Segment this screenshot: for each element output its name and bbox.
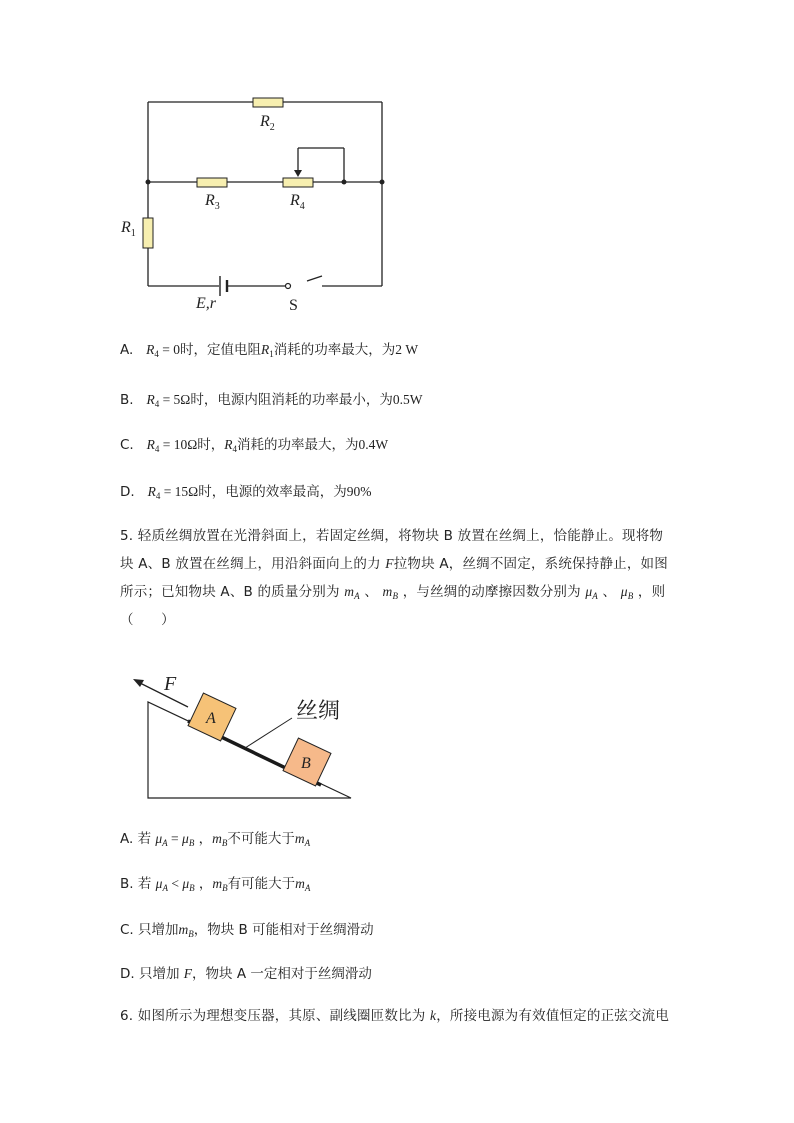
q5-option-a: A. 若 $\mu_A = \mu_B$ ，$m_B$不可能大于$m_A$ xyxy=(120,831,311,848)
q6-line-1: 6. 如图所示为理想变压器，其原、副线圈匝数比为 k，所接电源为有效值恒定的正弦交流电 xyxy=(120,1008,670,1024)
q5-option-d: D. 只增加 F，物块 A 一定相对于丝绸滑动 xyxy=(120,966,372,982)
q4-option-b: B. $R_4 = 5\Omega$时，电源内阻消耗的功率最小，为0.5W xyxy=(120,392,423,409)
force-label: F xyxy=(164,673,177,695)
label-source: E,r xyxy=(196,295,216,312)
resistor-r1 xyxy=(143,218,153,248)
q4-option-d: D. $R_4 = 15\Omega$时，电源的效率最高，为90% xyxy=(120,484,372,501)
resistor-r4 xyxy=(283,178,313,187)
silk-label: 丝绸 xyxy=(296,699,341,724)
q4-option-a: A. $R_4 = 0$时，定值电阻$R_1$消耗的功率最大，为2 W xyxy=(120,342,419,359)
svg-text:R3: $R_3$ xyxy=(205,192,220,212)
switch-contact xyxy=(286,284,291,289)
resistor-r2 xyxy=(253,98,283,107)
block-b-label: B xyxy=(301,755,311,772)
block-a-label: A xyxy=(206,710,216,727)
label-r4: R xyxy=(290,192,300,209)
q5-option-c: C. 只增加$m_B$，物块 B 可能相对于丝绸滑动 xyxy=(120,922,374,939)
svg-text:R1: $R_1$ xyxy=(121,219,136,239)
silk-leader xyxy=(245,718,292,748)
label-switch: S xyxy=(289,297,298,314)
q5-line-1: 5. 轻质丝绸放置在光滑斜面上，若固定丝绸，将物块 B 放置在丝绸上，恰能静止。现将物 xyxy=(120,528,664,544)
label-r3: R xyxy=(205,192,215,209)
q4-option-c: C. $R_4 = 10\Omega$时，$R_4$消耗的功率最大，为0.4W xyxy=(120,437,389,454)
q5-line-3: 所示；已知物块 A、B 的质量分别为 $m_A$ 、 $m_B$ ，与丝绸的动摩擦因数分别为 $\mu_A$ 、 $\mu_B$ ，则 xyxy=(120,584,666,601)
q5-option-b: B. 若 $\mu_A < \mu_B$ ，$m_B$有可能大于$m_A$ xyxy=(120,876,311,893)
circuit-diagram xyxy=(110,80,410,320)
label-r2: R xyxy=(260,113,270,130)
label-r1: R xyxy=(121,219,131,236)
incline-diagram xyxy=(120,660,370,810)
q5-line-4: （ ） xyxy=(120,612,175,628)
svg-text:R2: $R_2$ xyxy=(260,113,275,133)
force-arrow-head xyxy=(133,679,144,687)
q5-line-2: 块 A、B 放置在丝绸上，用沿斜面向上的力 F拉物块 A，丝绸不固定，系统保持静止，如图 xyxy=(120,556,668,572)
svg-text:R4: $R_4$ xyxy=(290,192,305,212)
resistor-r3 xyxy=(197,178,227,187)
